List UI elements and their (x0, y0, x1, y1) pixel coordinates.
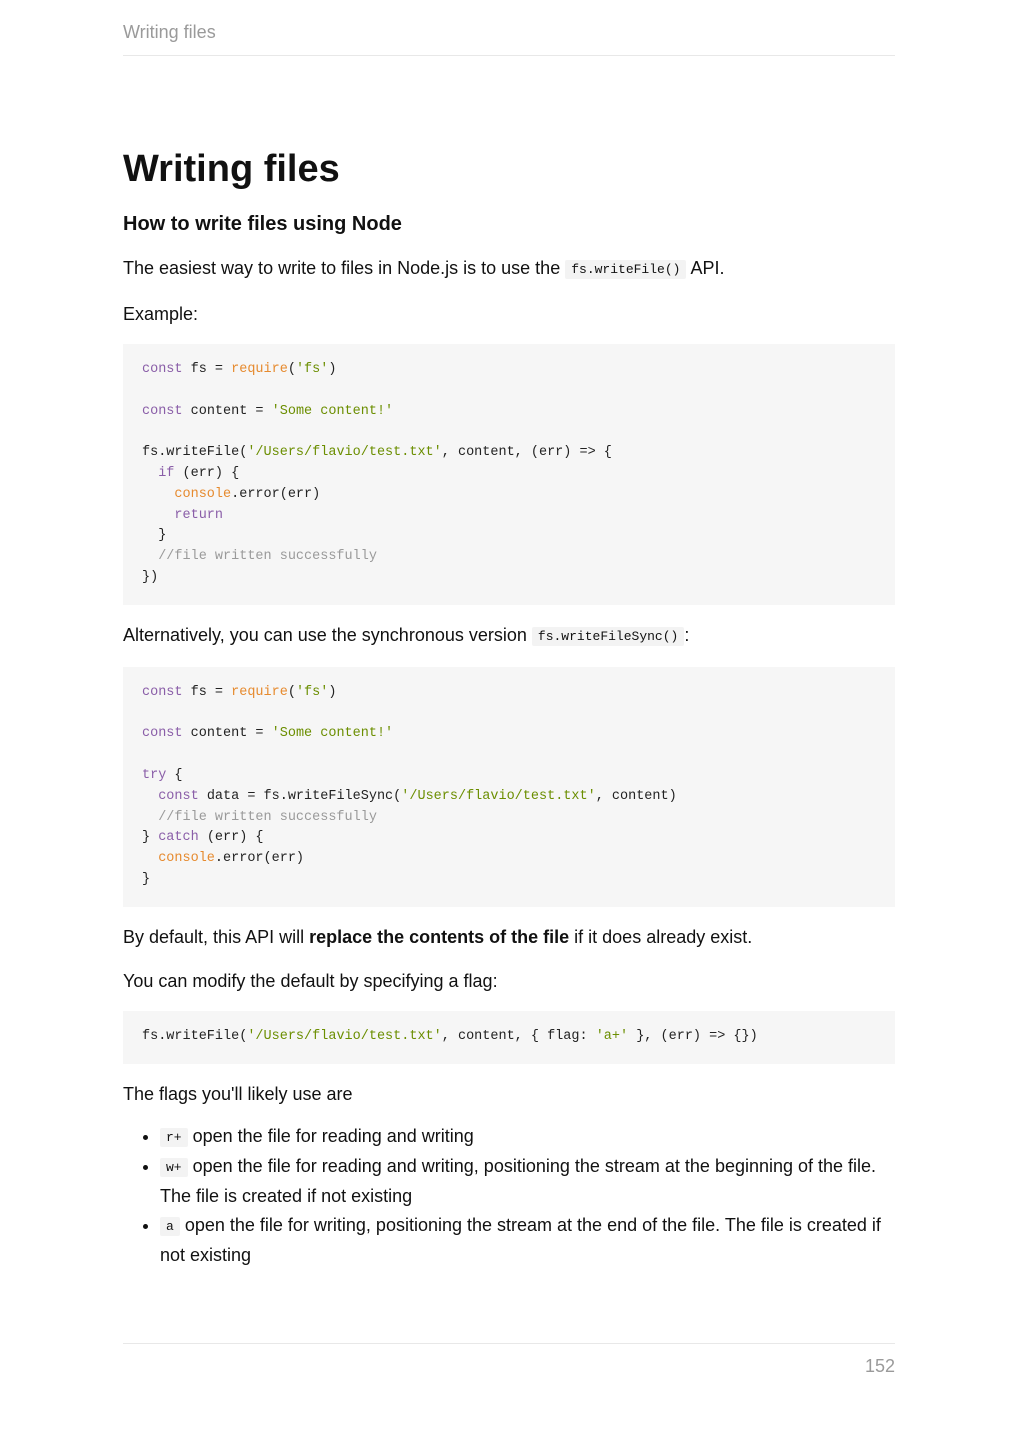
alt-paragraph (123, 621, 895, 651)
page-number: 152 (864, 1356, 895, 1376)
running-title: Writing files (123, 22, 216, 42)
page-footer (123, 1343, 895, 1377)
intro-text-after: API. (690, 258, 725, 278)
alt-text-before: Alternatively, you can use the synchronous version (123, 624, 527, 645)
flag-code: a (160, 1217, 180, 1236)
inline-code-writefilesync: fs.writeFileSync() (532, 627, 684, 646)
code-block-sync: const fs = require('fs') const content = 'Some content!' try { const data = fs.writeFileSync('/Users/flavio/test.txt', content) //file written successfully } catch (err) { console.error(err) } (123, 667, 895, 907)
code-block-flag: fs.writeFile('/Users/flavio/test.txt', content, { flag: 'a+' }, (err) => {}) (123, 1011, 895, 1064)
list-item (160, 1122, 895, 1152)
emphasis-replace-contents: replace the contents of the file (309, 926, 570, 947)
list-item (160, 1152, 895, 1211)
flag-code: w+ (160, 1158, 188, 1177)
flag-description: open the file for writing, positioning the stream at the end of the file. The file is created if not existing (160, 1214, 881, 1265)
inline-code-writefile: fs.writeFile() (565, 260, 686, 279)
list-item (160, 1211, 895, 1270)
intro-paragraph (123, 254, 895, 284)
intro-text-before: The easiest way to write to files in Node.js is to use the (123, 258, 561, 278)
default-behavior-paragraph: By default, this API will replace the contents of the file if it does already exist. (123, 926, 753, 947)
flags-intro-paragraph: The flags you'll likely use are (123, 1083, 353, 1104)
main-content (123, 140, 895, 1270)
flag-description: open the file for reading and writing, positioning the stream at the beginning of the file. The file is created if not existing (160, 1155, 877, 1206)
flags-list (123, 1122, 895, 1270)
modify-default-paragraph: You can modify the default by specifying a flag: (123, 970, 498, 991)
alt-text-after: : (684, 624, 690, 645)
flag-description: open the file for reading and writing (192, 1125, 474, 1146)
example-label: Example: (123, 304, 199, 324)
flag-code: r+ (160, 1128, 188, 1147)
page-title: Writing files (123, 148, 340, 190)
code-block-async: const fs = require('fs') const content = 'Some content!' fs.writeFile('/Users/flavio/test.txt', content, (err) => { if (err) { console.error(err) return } //file written successfully }) (123, 344, 895, 605)
running-header (123, 22, 895, 56)
page-subtitle: How to write files using Node (123, 213, 402, 235)
